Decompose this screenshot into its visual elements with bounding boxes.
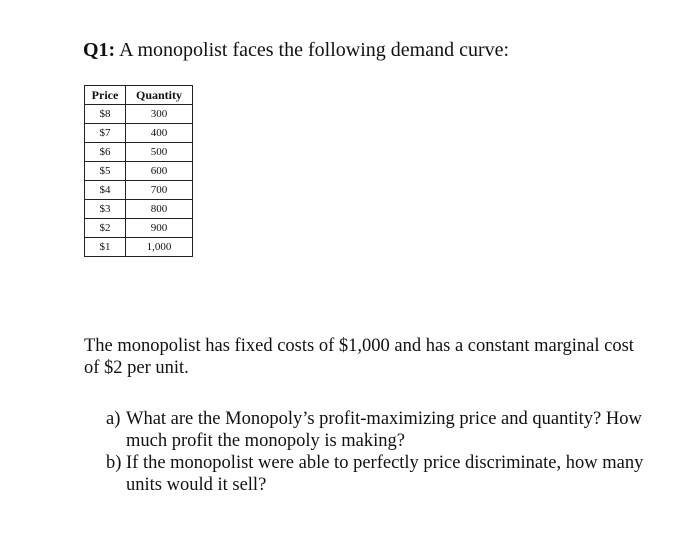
table-row <box>85 181 193 200</box>
question-number: Q1: <box>83 39 116 61</box>
table-row <box>85 238 193 257</box>
table-header-row <box>85 86 193 105</box>
question-text: A monopolist faces the following demand curve: <box>119 39 510 61</box>
question-parts <box>106 408 666 496</box>
table-row <box>85 105 193 124</box>
price-cell: $7 <box>85 124 126 143</box>
part-a-label: a) <box>106 409 121 429</box>
part-b <box>106 452 666 496</box>
quantity-cell: 700 <box>126 181 193 200</box>
cost-paragraph: The monopolist has fixed costs of $1,000 and has a constant marginal cost of $2 per unit. <box>84 336 634 378</box>
table-row <box>85 124 193 143</box>
price-header: Price <box>85 86 126 105</box>
part-a <box>106 408 666 452</box>
price-cell: $1 <box>85 238 126 257</box>
quantity-cell: 500 <box>126 143 193 162</box>
price-cell: $5 <box>85 162 126 181</box>
price-cell: $3 <box>85 200 126 219</box>
part-a-text: What are the Monopoly’s profit-maximizing price and quantity? How much profit the monopoly is making? <box>126 409 642 451</box>
table-row <box>85 200 193 219</box>
table-row <box>85 143 193 162</box>
part-b-text: If the monopolist were able to perfectly price discriminate, how many units would it sell? <box>126 453 644 495</box>
quantity-cell: 400 <box>126 124 193 143</box>
demand-table <box>84 85 193 257</box>
quantity-cell: 900 <box>126 219 193 238</box>
price-cell: $4 <box>85 181 126 200</box>
quantity-cell: 800 <box>126 200 193 219</box>
part-b-label: b) <box>106 453 122 473</box>
table-row <box>85 162 193 181</box>
price-cell: $2 <box>85 219 126 238</box>
question-title <box>83 38 509 62</box>
quantity-cell: 1,000 <box>126 238 193 257</box>
quantity-cell: 300 <box>126 105 193 124</box>
price-cell: $6 <box>85 143 126 162</box>
table-row <box>85 219 193 238</box>
quantity-header: Quantity <box>126 86 193 105</box>
price-cell: $8 <box>85 105 126 124</box>
quantity-cell: 600 <box>126 162 193 181</box>
